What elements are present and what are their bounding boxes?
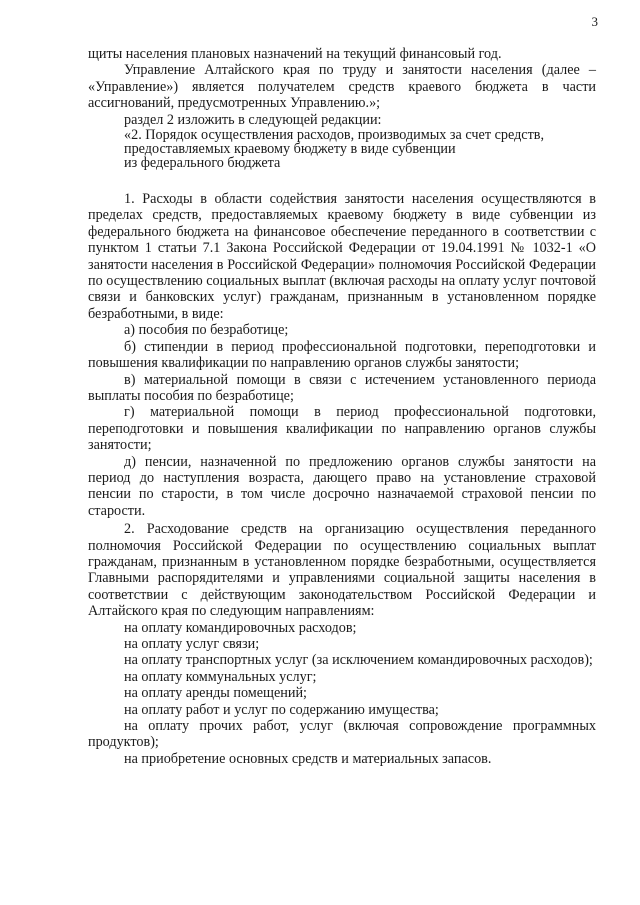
section1-item: д) пенсии, назначенной по предложению органов службы занятости на период до наступления возраста, дающего право на установление страховой пенсии по старости, в том числе досрочно назначаемой страховой пенсии по старости. bbox=[88, 453, 596, 519]
section1-item: а) пособия по безработице; bbox=[124, 322, 289, 339]
page-number: 3 bbox=[591, 14, 598, 29]
section2-item: на приобретение основных средств и материальных запасов. bbox=[124, 750, 492, 767]
paragraph-administration: Управление Алтайского края по труду и занятости населения (далее – «Управление») является получателем средств краевого бюджета в части ассигнований, предусмотренных Управлению.»; bbox=[88, 62, 596, 112]
heading-line: из федерального бюджета bbox=[124, 155, 281, 172]
section1-item: в) материальной помощи в связи с истечением установленного периода выплаты пособия по безработице; bbox=[88, 371, 596, 404]
section2-intro: 2. Расходование средств на организацию осуществления переданного полномочия Российской Федерации по осуществлению социальных выплат гражданам, признанным в установленном порядке безработными, осуществляется Главными распорядителями и управлениями социальной защиты населения в соответствии с действующим законодательством Российской Федерации и Алтайского края по следующим направлениям: bbox=[88, 521, 596, 620]
section2-item: на оплату командировочных расходов; bbox=[124, 619, 357, 636]
section2-item: на оплату транспортных услуг (за исключением командировочных расходов); bbox=[124, 652, 593, 669]
heading-line: предоставляемых краевому бюджету в виде субвенции bbox=[124, 141, 456, 158]
section2-item: на оплату аренды помещений; bbox=[124, 685, 307, 702]
paragraph-continuation: щиты населения плановых назначений на текущий финансовый год. bbox=[88, 46, 502, 62]
paragraph-section-change: раздел 2 изложить в следующей редакции: bbox=[124, 111, 382, 128]
document-body bbox=[88, 46, 596, 767]
section2-item: на оплату коммунальных услуг; bbox=[124, 668, 317, 685]
section2-item: на оплату прочих работ, услуг (включая сопровождение программных продуктов); bbox=[88, 718, 596, 751]
section1-item: г) материальной помощи в период профессиональной подготовки, переподготовки и повышения квалификации по направлению органов службы занятости; bbox=[88, 404, 596, 454]
heading-line: «2. Порядок осуществления расходов, производимых за счет средств, bbox=[124, 127, 545, 144]
section2-item: на оплату услуг связи; bbox=[124, 636, 260, 652]
section1-intro: 1. Расходы в области содействия занятости населения осуществляются в пределах средств, предоставляемых краевому бюджету в виде субвенции из федерального бюджета на финансовое обеспечение переданного в соответствии с пунктом 1 статьи 7.1 Закона Российской Федерации от 19.04.1991 № 1032-1 «О занятости населения в Российской Федерации» полномочия Российской Федерации по осуществлению социальных выплат (включая расходы на оплату услуг почтовой связи и банковских услуг) гражданам, признанным в установленном порядке безработными, в виде: bbox=[88, 191, 596, 322]
section-heading bbox=[88, 128, 596, 170]
section1-item: б) стипендии в период профессиональной подготовки, переподготовки и повышения квалификации по направлению органов службы занятости; bbox=[88, 338, 596, 372]
section2-item: на оплату работ и услуг по содержанию имущества; bbox=[124, 701, 439, 718]
